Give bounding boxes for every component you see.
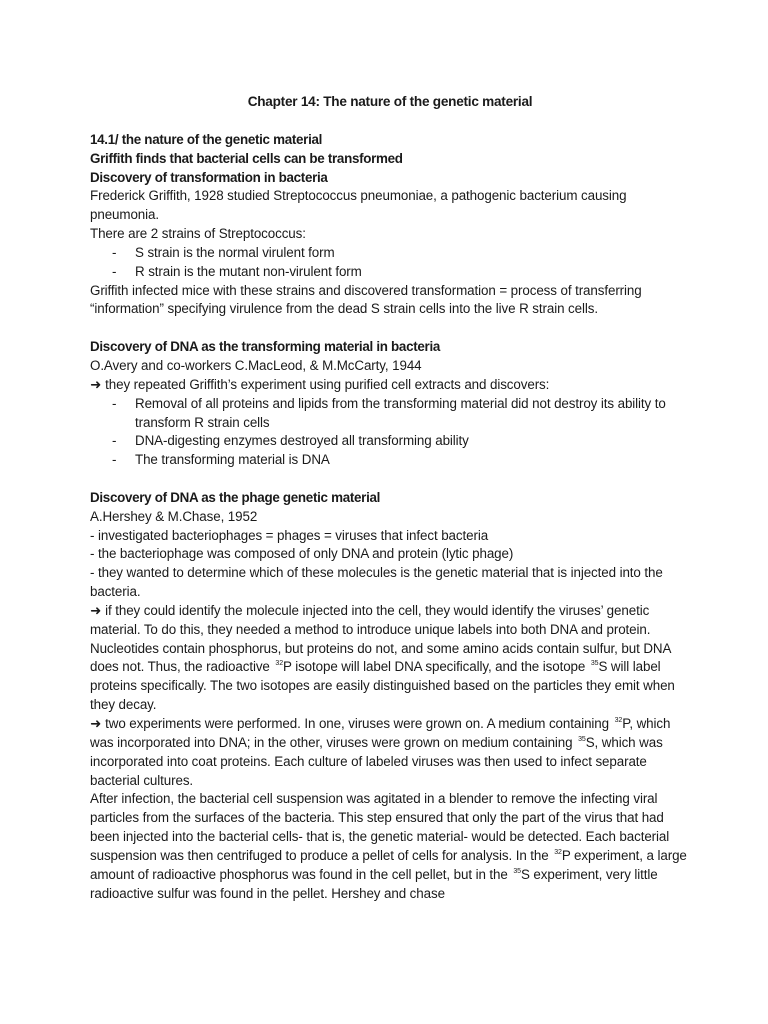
isotope-superscript: 32 bbox=[275, 660, 283, 668]
avery-authors: O.Avery and co-workers C.MacLeod, & M.McCarty, 1944 bbox=[90, 357, 422, 373]
document-page bbox=[90, 93, 690, 903]
hershey-line: - the bacteriophage was composed of only DNA and protein (lytic phage) bbox=[90, 546, 514, 562]
list-item: - R strain is the mutant non-virulent form bbox=[112, 263, 690, 282]
hershey-authors: A.Hershey & M.Chase, 1952 bbox=[90, 508, 258, 524]
isotope-superscript: 32 bbox=[614, 717, 623, 724]
griffith-conclusion: Griffith infected mice with these strains and discovered transformation = process of transferring “information” specifying virulence from the dead S strain cells into the live R strain cells. bbox=[90, 282, 642, 317]
isotope-superscript: 35 bbox=[590, 660, 599, 668]
avery-findings-list bbox=[90, 395, 690, 470]
isotope-superscript: 35 bbox=[578, 735, 586, 743]
section-heading-avery: Discovery of DNA as the transforming material in bacteria bbox=[90, 339, 441, 355]
list-item: - The transforming material is DNA bbox=[112, 451, 690, 470]
strains-intro: There are 2 strains of Streptococcus: bbox=[90, 226, 306, 242]
hershey-line: - they wanted to determine which of these molecules is the genetic material that is injected into the bacteria. bbox=[90, 565, 663, 600]
spacer bbox=[90, 319, 690, 338]
section-heading-transformation: Discovery of transformation in bacteria bbox=[90, 169, 328, 185]
section-heading-number: 14.1/ the nature of the genetic material bbox=[90, 131, 323, 147]
avery-arrow-paragraph bbox=[90, 376, 690, 395]
arrow-icon: ➜ bbox=[90, 602, 102, 618]
isotope-labeling-paragraph: ➜ if they could identify the molecule injected into the cell, they would identify the viruses’ genetic material. To do this, they needed a method to introduce unique labels into both DNA and protein. Nucleotides contain phosphorus, but proteins do not, and some amino acids contain sulfur, but DNA does not. Thus, the radioactive $^{32}$P isotope will label DNA specifically, and the isotope $^{35}$S will label proteins specifically. The two isotopes are easily distinguished based on the particles they emit when they decay. bbox=[90, 602, 675, 713]
list-item: - Removal of all proteins and lipids from the transforming material did not destroy its ability to transform R strain cells bbox=[112, 395, 690, 433]
blender-paragraph: After infection, the bacterial cell suspension was agitated in a blender to remove the infecting viral particles from the surfaces of the bacteria. This step ensured that only the part of the virus that had been injected into the bacterial cells- that is, the genetic material- would be detected. Each bacterial suspension was then centrifuged to produce a pellet of cells for analysis. In the $^{32}$P experiment, a large amount of radioactive phosphorus was found in the cell pellet, but in the $^{35}$S experiment, very little radioactive sulfur was found in the pellet. Hershey and chase bbox=[90, 791, 687, 901]
page-title: Chapter 14: The nature of the genetic material bbox=[247, 94, 533, 109]
arrow-icon: ➜ bbox=[90, 716, 102, 731]
section-heading-griffith: Griffith finds that bacterial cells can be transformed bbox=[90, 150, 403, 166]
griffith-intro: Frederick Griffith, 1928 studied Streptococcus pneumoniae, a pathogenic bacterium causing pneumonia. bbox=[90, 188, 627, 223]
strains-list bbox=[90, 244, 690, 282]
list-item: - S strain is the normal virulent form bbox=[112, 244, 690, 263]
isotope-superscript: 32 bbox=[554, 848, 562, 856]
spacer bbox=[90, 470, 690, 489]
isotope-superscript: 35 bbox=[513, 867, 521, 875]
hershey-line: - investigated bacteriophages = phages = viruses that infect bacteria bbox=[90, 527, 489, 543]
list-item: - DNA-digesting enzymes destroyed all transforming ability bbox=[112, 432, 690, 451]
avery-arrow-text: they repeated Griffith’s experiment using purified cell extracts and discovers: bbox=[105, 376, 550, 392]
section-heading-hershey-chase: Discovery of DNA as the phage genetic material bbox=[90, 489, 381, 505]
experiments-paragraph: ➜ two experiments were performed. In one, viruses were grown on. A medium containing $^{32}$P, which was incorporated into DNA; in the other, viruses were grown on medium containing $^{35}$S, which was incorporated into coat proteins. Each culture of labeled viruses was then used to infect separate bacterial cultures. bbox=[90, 716, 671, 788]
arrow-icon: ➜ bbox=[90, 376, 102, 392]
